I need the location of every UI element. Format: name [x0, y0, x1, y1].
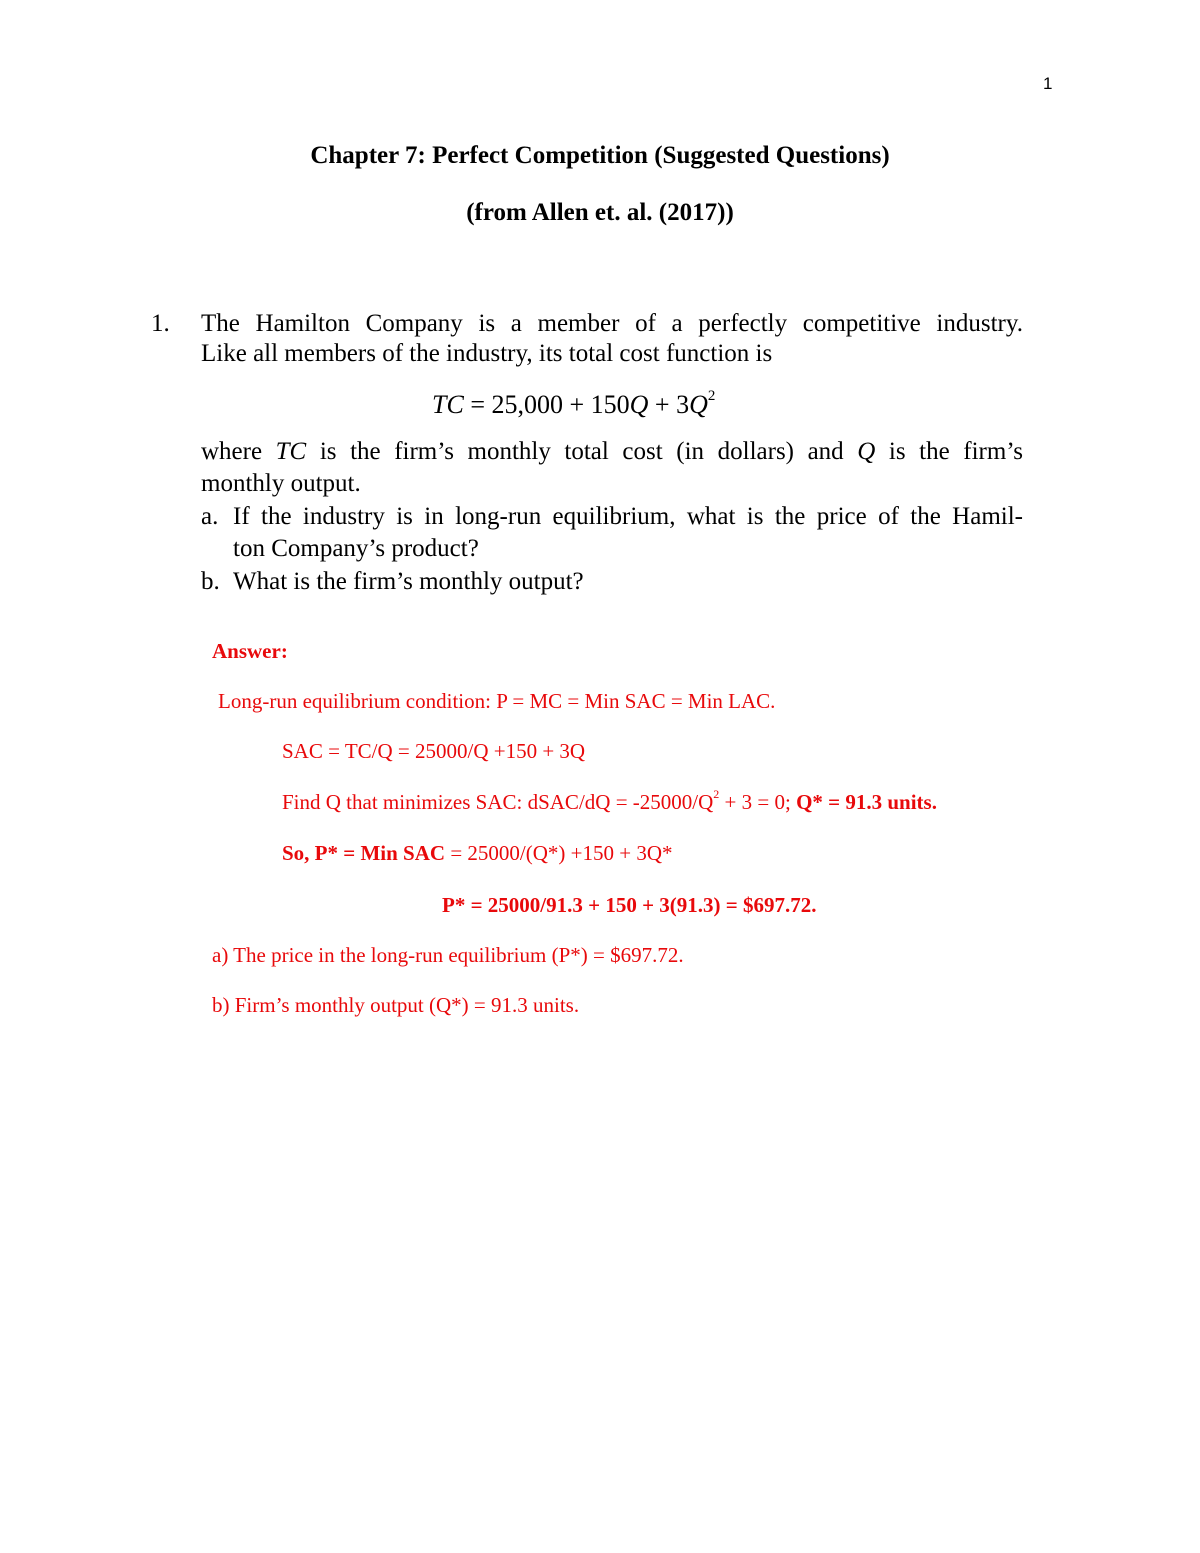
- part-b-letter: b.: [201, 568, 220, 595]
- minimize-result: Q* = 91.3 units.: [796, 790, 937, 814]
- where-q: Q: [857, 438, 876, 465]
- where-text-3: is the firm’s: [875, 438, 1023, 465]
- answer-a: a) The price in the long-run equilibrium (P*) = $697.72.: [212, 943, 684, 967]
- answer-sac: SAC = TC/Q = 25000/Q +150 + 3Q: [282, 739, 586, 763]
- question-line-2: Like all members of the industry, its total cost function is: [201, 340, 773, 367]
- where-line: [201, 438, 1023, 466]
- minimize-exponent: 2: [713, 787, 720, 801]
- answer-minimize: [282, 787, 937, 815]
- part-b-line-1: What is the firm’s monthly output?: [233, 568, 584, 595]
- where-text-1: where: [201, 438, 276, 465]
- answer-so: [282, 841, 673, 866]
- answer-b: b) Firm’s monthly output (Q*) = 91.3 units.: [212, 993, 580, 1017]
- part-a-line-1: If the industry is in long-run equilibrium, what is the price of the Hamil-: [233, 503, 1023, 530]
- page-subtitle: (from Allen et. al. (2017)): [466, 199, 734, 226]
- page-number: 1: [1043, 74, 1053, 93]
- question-number: 1.: [151, 310, 170, 337]
- where-text-2: is the firm’s monthly total cost (in dollars) and: [306, 438, 858, 465]
- minimize-text: Find Q that minimizes SAC: dSAC/dQ = -25000/Q: [282, 790, 714, 814]
- where-tc: TC: [275, 438, 307, 465]
- part-a-letter: a.: [201, 503, 219, 530]
- where-line-2: monthly output.: [201, 470, 361, 497]
- question-line-1: The Hamilton Company is a member of a perfectly competitive industry.: [201, 310, 1023, 337]
- formula-tc: TC: [432, 390, 464, 419]
- part-a-line-2: ton Company’s product?: [233, 535, 479, 562]
- page-title: Chapter 7: Perfect Competition (Suggested Questions): [310, 142, 890, 169]
- formula-q: Q: [629, 390, 649, 419]
- cost-formula: [432, 390, 715, 420]
- formula-q-squared: Q: [689, 390, 708, 419]
- formula-exponent: 2: [707, 388, 716, 405]
- so-bold: So, P* = Min SAC: [282, 841, 446, 865]
- so-rest: = 25000/(Q*) +150 + 3Q*: [445, 841, 673, 865]
- formula-plus: + 3: [648, 390, 690, 419]
- answer-p-star: P* = 25000/91.3 + 150 + 3(91.3) = $697.72.: [442, 893, 817, 917]
- minimize-post: + 3 = 0;: [719, 790, 797, 814]
- answer-label: Answer:: [212, 639, 288, 663]
- answer-condition: Long-run equilibrium condition: P = MC = Min SAC = Min LAC.: [218, 689, 776, 713]
- formula-constant: = 25,000 + 150: [463, 390, 630, 419]
